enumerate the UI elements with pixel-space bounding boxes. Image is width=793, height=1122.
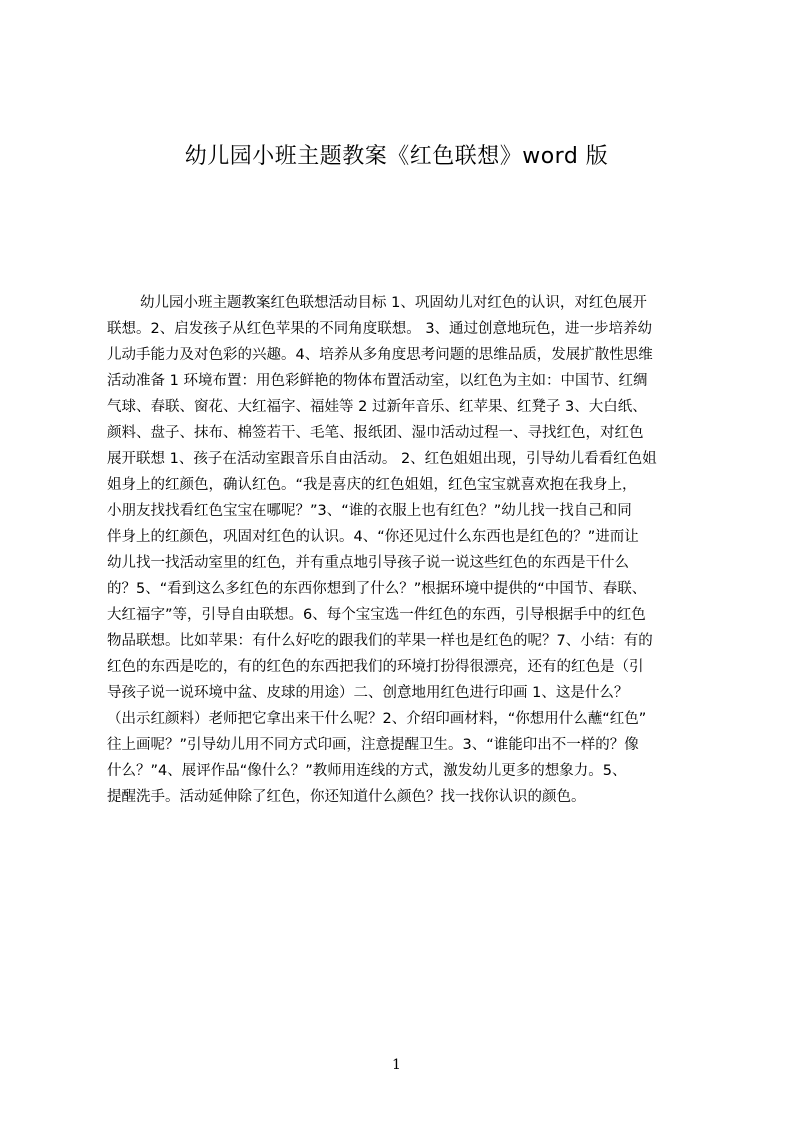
body-line: 导孩子说一说环境中盆、皮球的用途）二、创意地用红色进行印画 1、这是什么？ xyxy=(107,685,629,701)
body-line: 姐身上的红颜色，确认红色。“我是喜庆的红色姐姐，红色宝宝就喜欢抱在我身上， xyxy=(107,477,637,493)
body-line: 红色的东西是吃的，有的红色的东西把我们的环境打扮得很漂亮，还有的红色是（引 xyxy=(107,659,644,675)
body-line: 气球、春联、窗花、大红福字、福娃等 2 过新年音乐、红苹果、红凳子 3、大白纸、 xyxy=(107,399,647,415)
body-line: 的？5、“看到这么多红色的东西你想到了什么？”根据环境中提供的“中国节、春联、 xyxy=(107,581,647,597)
page-number: 1 xyxy=(392,1057,401,1073)
body-line: 什么？”4、展评作品“像什么？”教师用连线的方式，激发幼儿更多的想象力。5、 xyxy=(107,763,627,779)
body-line: 幼儿找一找活动室里的红色，并有重点地引导孩子说一说这些红色的东西是干什么 xyxy=(107,555,629,571)
body-line: （出示红颜料）老师把它拿出来干什么呢？2、介绍印画材料，“你想用什么蘸“红色” xyxy=(107,711,647,727)
body-line: 提醒洗手。活动延伸除了红色，你还知道什么颜色？找一找你认识的颜色。 xyxy=(107,789,586,805)
body-line: 往上画呢？”引导幼儿用不同方式印画，注意提醒卫生。3、“谁能印出不一样的？像 xyxy=(107,737,639,753)
body-line: 儿动手能力及对色彩的兴趣。4、培养从多角度思考问题的思维品质，发展扩散性思维 xyxy=(107,347,653,363)
body-paragraph xyxy=(107,290,697,810)
body-line: 小朋友找找看红色宝宝在哪呢？”3、“谁的衣服上也有红色？”幼儿找一找自己和同 xyxy=(107,503,632,519)
body-line: 联想。2、启发孩子从红色苹果的不同角度联想。 3、通过创意地玩色，进一步培养幼 xyxy=(107,321,653,337)
body-line: 幼儿园小班主题教案红色联想活动目标 1、巩固幼儿对红色的认识，对红色展开 xyxy=(140,295,647,311)
body-line: 物品联想。比如苹果：有什么好吃的跟我们的苹果一样也是红色的呢？7、小结：有的 xyxy=(107,633,653,649)
body-line: 伴身上的红颜色，巩固对红色的认识。4、“你还见过什么东西也是红色的？”进而让 xyxy=(107,529,639,545)
document-title: 幼儿园小班主题教案《红色联想》word 版 xyxy=(184,144,609,169)
body-line: 大红福字”等，引导自由联想。6、每个宝宝选一件红色的东西，引导根据手中的红色 xyxy=(107,607,646,623)
body-text-frame xyxy=(107,290,697,830)
body-line: 展开联想 1、孩子在活动室跟音乐自由活动。 2、红色姐姐出现，引导幼儿看看红色姐 xyxy=(107,451,657,467)
body-line: 颜料、盘子、抹布、棉签若干、毛笔、报纸团、湿巾活动过程一、寻找红色，对红色 xyxy=(107,425,644,441)
body-line: 活动准备 1 环境布置：用色彩鲜艳的物体布置活动室，以红色为主如：中国节、红绸 xyxy=(107,373,648,389)
